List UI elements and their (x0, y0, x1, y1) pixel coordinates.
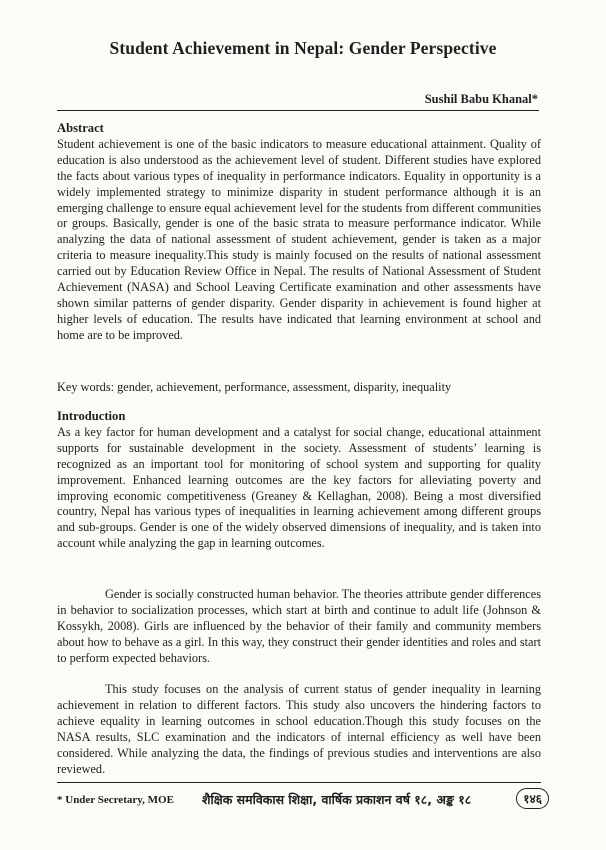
keywords-text: Key words: gender, achievement, performance, assessment, disparity, inequality (57, 380, 452, 394)
introduction-paragraph-2-block (57, 587, 541, 667)
page-footer (57, 790, 549, 812)
footer-divider (57, 782, 541, 783)
abstract-heading: Abstract (57, 121, 104, 135)
introduction-paragraph-3-block (57, 682, 541, 777)
footnote: * Under Secretary, MOE (57, 794, 174, 806)
page-number: १४६ (516, 788, 549, 809)
introduction-paragraph-2: Gender is socially constructed human behavior. The theories attribute gender differences in behavior to socialization processes, which start at birth and continue to adult life (Johnson & Kossykh, 2008). Girls are influenced by the behavior of their family and community members about how to behave as a girl. In this way, they construct their gender identities and roles and start to perform expected behaviors. (57, 587, 541, 665)
paper-title: Student Achievement in Nepal: Gender Perspective (109, 38, 497, 58)
header-divider (57, 110, 539, 111)
keywords-line (57, 380, 541, 396)
introduction-paragraph-1: As a key factor for human development and a catalyst for social change, educational attainment supports for sustainable development in the society. Assessment of students’ learning is recognized as an important tool for monitoring of school system and supporting for quality improvement. Enhanced learning outcomes are the key factors for alleviating poverty and improving economic competitiveness (Greaney & Kellaghan, 2008). Being a most diversified country, Nepal has various types of inequalities in learning achievement among different groups and sub-groups. Gender is one of the widely observed dimensions of inequality, and is taken into account while analyzing the gap in learning outcomes. (57, 424, 541, 551)
introduction-heading: Introduction (57, 409, 126, 423)
abstract-section (57, 121, 541, 344)
introduction-paragraph-3: This study focuses on the analysis of current status of gender inequality in learning achievement in relation to different factors. This study also uncovers the hindering factors to achieve equality in learning outcomes in school education.Though this study focuses on the NASA results, SLC examination and the indicators of internal efficiency as well have been considered. While analyzing the data, the findings of previous studies and interventions are also reviewed. (57, 682, 541, 776)
abstract-text: Student achievement is one of the basic indicators to measure educational attainment. Quality of education is also understood as the achievement level of student. Different studies have explored the facts about various types of inequality in performance indicators. Equality in opportunity is a widely implemented strategy to minimize disparity in student performance although it is an emerging challenge to ensure equal achievement level for the students from different communities or groups. Basically, gender is one of the basic strata to measure performance indicator. While analyzing the data of national assessment of student achievement, gender is taken as a major criteria to measure inequality.This study is mainly focused on the results of national assessment carried out by Education Review Office in Nepal. The results of National Assessment of Student Achievement (NASA) and School Leaving Certificate examination and other assessments have shown similar patterns of gender disparity. Gender disparity in achievement is found higher at higher levels of education. The results have indicated that learning environment at school and home are to be improved. (57, 136, 541, 342)
introduction-section (57, 409, 541, 552)
journal-citation: शैक्षिक समविकास शिक्षा, वार्षिक प्रकाशन वर्ष १८, अङ्क १८ (202, 792, 472, 807)
author-name: Sushil Babu Khanal* (424, 92, 538, 106)
